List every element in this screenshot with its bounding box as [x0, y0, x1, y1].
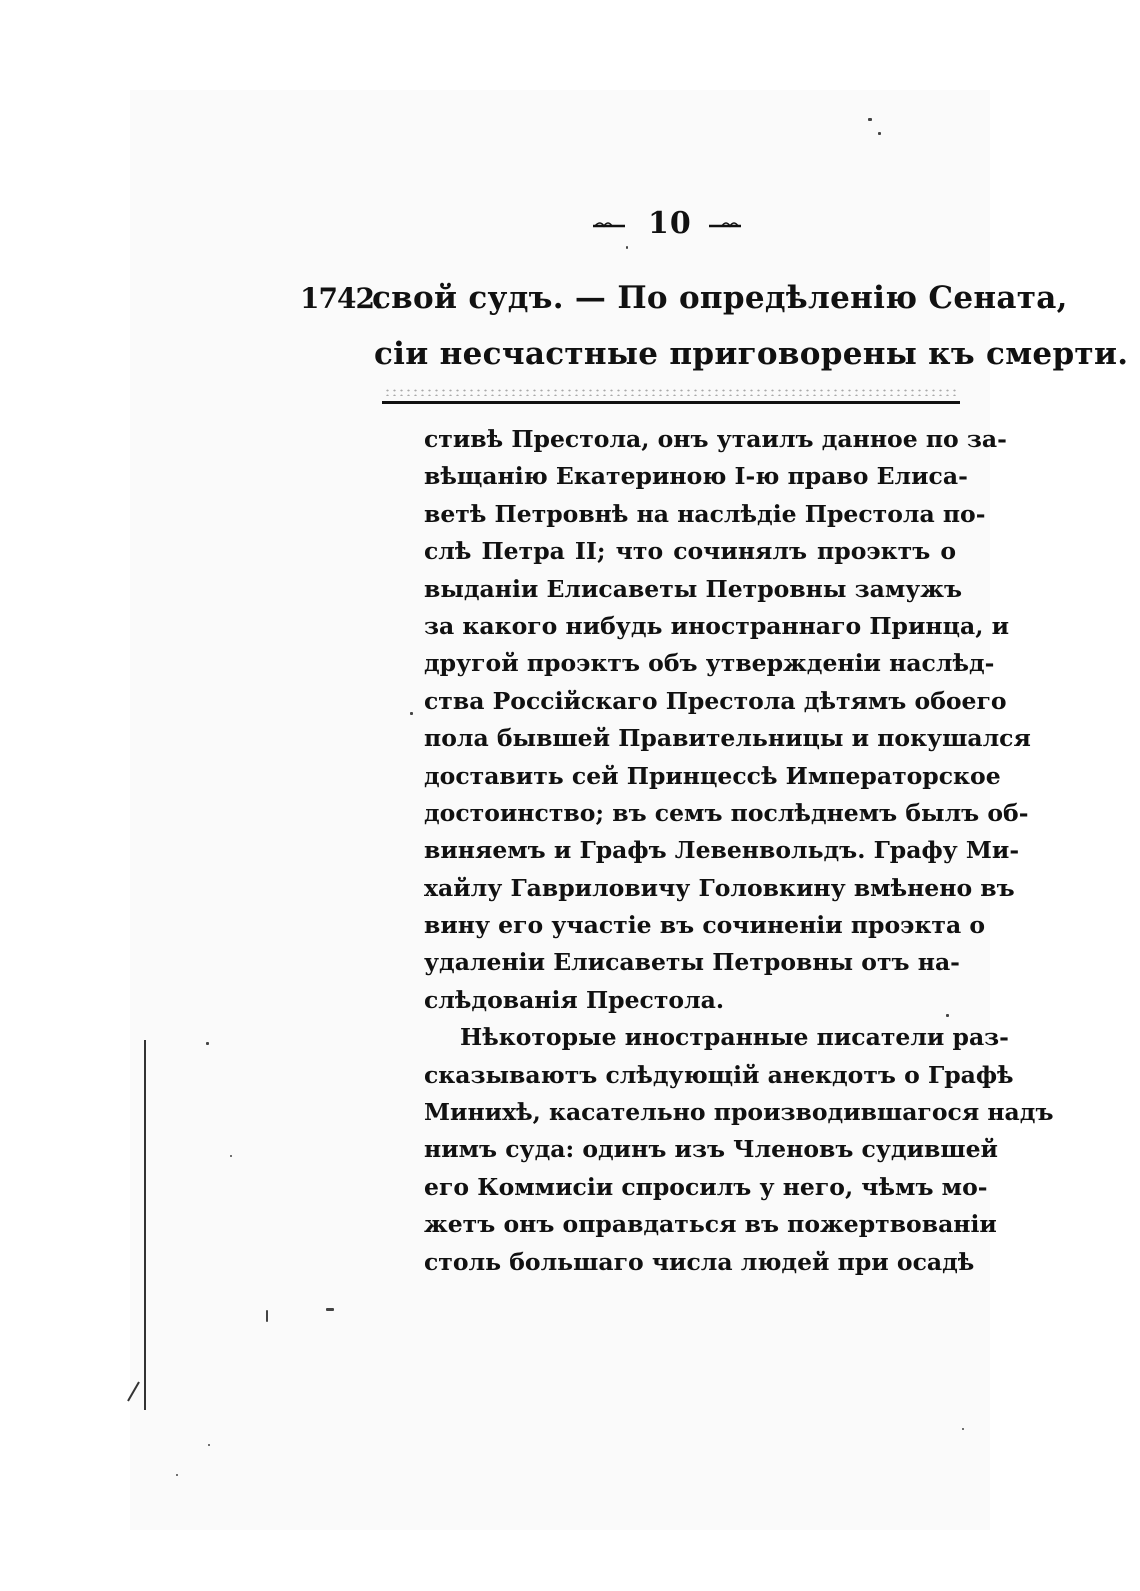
scan-speck	[326, 1308, 334, 1311]
body-line: доставить сей Принцессѣ Императорское	[424, 761, 1001, 790]
body-text	[424, 421, 1054, 1281]
header-ornament-left-icon	[592, 218, 626, 228]
margin-year-note: 1742.	[300, 282, 383, 315]
scan-speck	[868, 118, 872, 121]
scan-speck	[206, 1042, 209, 1045]
body-line: его Коммисіи спросилъ у него, чѣмъ мо-	[424, 1172, 988, 1201]
scan-speck	[266, 1310, 268, 1322]
separator-rule	[382, 401, 960, 404]
body-line: ветѣ Петровнѣ на наслѣдіе Престола по-	[424, 499, 986, 528]
body-line: жетъ онъ оправдаться въ пожертвованіи	[424, 1210, 997, 1239]
faded-text-strip	[384, 388, 956, 396]
text-line-top-1: свой судъ. — По опредѣленію Сената,	[372, 280, 1068, 316]
header-ornament-right-icon	[708, 218, 742, 228]
scan-speck	[626, 246, 628, 249]
text-line-top-2: сіи несчастные приговорены къ смерти.	[374, 336, 1129, 372]
body-line: удаленіи Елисаветы Петровны отъ на-	[424, 948, 960, 977]
scan-edge-line	[144, 1040, 146, 1410]
body-line: слѣ Петра II; что сочинялъ проэктъ о	[424, 537, 956, 566]
body-line: нимъ суда: одинъ изъ Членовъ судившей	[424, 1135, 998, 1164]
body-line: ства Россійскаго Престола дѣтямъ обоего	[424, 686, 1007, 715]
body-line: столь большаго числа людей при осадѣ	[424, 1247, 975, 1276]
page-header	[580, 206, 760, 246]
body-line: сказываютъ слѣдующій анекдотъ о Графѣ	[424, 1060, 1014, 1089]
body-line: виняемъ и Графъ Левенвольдъ. Графу Ми-	[424, 836, 1020, 865]
body-line: выданіи Елисаветы Петровны замужъ	[424, 574, 963, 603]
scan-speck	[962, 1428, 964, 1430]
body-line: Нѣкоторые иностранные писатели раз-	[460, 1023, 1009, 1052]
body-line: хайлу Гавриловичу Головкину вмѣнено въ	[424, 873, 1015, 902]
scan-speck	[208, 1444, 210, 1446]
page-number: 10	[648, 206, 692, 241]
body-line: вину его участіе въ сочиненіи проэкта о	[424, 911, 986, 940]
body-line: достоинство; въ семъ послѣднемъ былъ об-	[424, 798, 1029, 827]
body-line: пола бывшей Правительницы и покушался	[424, 724, 1031, 753]
scan-speck	[176, 1474, 178, 1476]
body-line: за какого нибудь иностраннаго Принца, и	[424, 611, 1009, 640]
body-line: другой проэктъ объ утвержденіи наслѣд-	[424, 649, 995, 678]
body-line: слѣдованія Престола.	[424, 985, 725, 1014]
scan-speck	[878, 132, 881, 135]
body-line: стивѣ Престола, онъ утаилъ данное по за-	[424, 425, 1007, 453]
scan-speck	[410, 712, 413, 715]
body-line: Минихѣ, касательно производившагося надъ	[424, 1098, 1054, 1127]
body-line: вѣщанію Екатериною I-ю право Елиса-	[424, 462, 968, 491]
scan-speck	[230, 1155, 232, 1157]
